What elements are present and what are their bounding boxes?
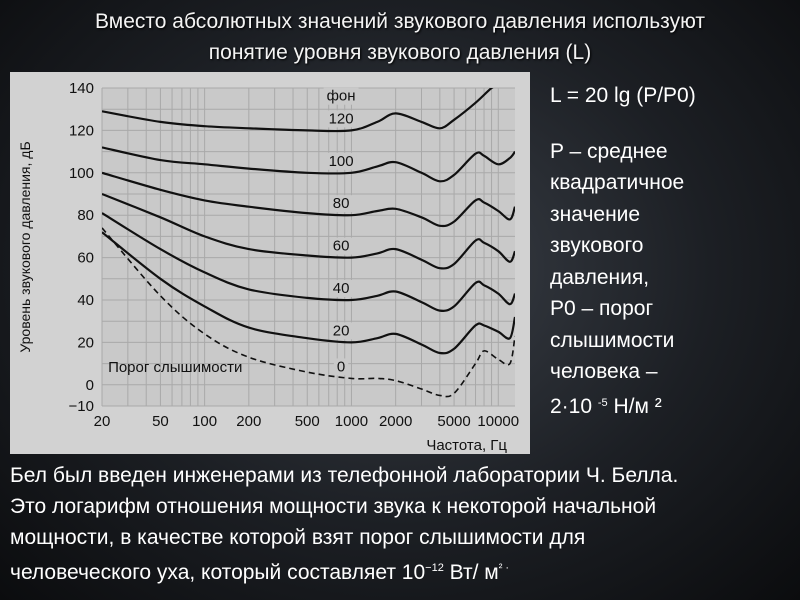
threshold-value bbox=[550, 388, 790, 423]
title-line-1: Вместо абсолютных значений звукового давления используют bbox=[95, 10, 705, 33]
threshold-value-unit: Н/м ² bbox=[607, 394, 662, 418]
threshold-label: Порог слышимости bbox=[108, 359, 243, 377]
curve-label: 0 bbox=[336, 358, 346, 376]
bel-explanation bbox=[10, 460, 800, 588]
x-tick-label: 500 bbox=[294, 413, 320, 430]
x-tick-label: 200 bbox=[236, 413, 262, 430]
x-tick-label: 5000 bbox=[437, 413, 471, 430]
definition-line: P0 – порог bbox=[550, 297, 654, 320]
definition-line: звукового bbox=[550, 234, 644, 257]
explanation-line-3: мощности, в качестве которой взят порог слышимости для bbox=[10, 526, 586, 549]
x-tick-label: 1000 bbox=[334, 413, 369, 430]
x-axis-label: Частота, Гц bbox=[426, 437, 507, 454]
y-tick-label: 40 bbox=[77, 292, 94, 309]
definition-line: слышимости bbox=[550, 328, 675, 352]
y-tick-label: 80 bbox=[77, 207, 94, 225]
threshold-value-base: 2·10 bbox=[550, 394, 593, 418]
y-tick-label: 100 bbox=[68, 164, 94, 182]
curve-label: 120 bbox=[328, 110, 354, 128]
x-tick-label: 20 bbox=[93, 413, 111, 430]
curve-label: 60 bbox=[332, 237, 350, 255]
definition-line: P – среднее bbox=[550, 139, 668, 163]
x-tick-label: 100 bbox=[192, 413, 218, 430]
power-unit-superscript: ² · bbox=[498, 562, 510, 574]
curve-label: 40 bbox=[332, 280, 350, 297]
legend-header: фон bbox=[326, 87, 356, 105]
x-tick-label: 10000 bbox=[477, 413, 520, 430]
curve-label: 20 bbox=[332, 322, 350, 340]
y-tick-label: 120 bbox=[68, 122, 94, 140]
formula: L = 20 lg (P/P0) bbox=[550, 84, 696, 107]
curve-label: 80 bbox=[332, 195, 350, 213]
y-tick-label: −10 bbox=[68, 398, 94, 415]
formula-panel bbox=[550, 80, 790, 422]
x-tick-label: 50 bbox=[152, 413, 169, 430]
y-tick-label: 20 bbox=[77, 334, 94, 352]
explanation-line-4-text: человеческого уха, который составляет 10 bbox=[10, 561, 426, 584]
curve-label: 100 bbox=[328, 152, 354, 170]
explanation-line-2: Это логарифм отношения мощности звука к некоторой начальной bbox=[10, 495, 657, 518]
power-unit: Вт/ м bbox=[443, 561, 499, 584]
definition-line: давления, bbox=[550, 265, 650, 289]
title-line-2: понятие уровня звукового давления (L) bbox=[208, 41, 592, 64]
explanation-line-4 bbox=[10, 553, 800, 588]
slide-title bbox=[0, 6, 800, 68]
definition-line: квадратичное bbox=[550, 171, 685, 194]
power-exponent: −12 bbox=[425, 562, 444, 574]
x-tick-label: 2000 bbox=[378, 413, 413, 430]
y-tick-label: 60 bbox=[77, 249, 94, 267]
explanation-line-1: Бел был введен инженерами из телефонной лаборатории Ч. Белла. bbox=[10, 464, 679, 487]
chart-svg bbox=[10, 72, 530, 454]
y-axis-label: Уровень звукового давления, дБ bbox=[17, 141, 33, 353]
y-tick-label: 140 bbox=[68, 80, 94, 97]
y-tick-label: 0 bbox=[85, 376, 94, 394]
definition-line: значение bbox=[550, 202, 641, 226]
equal-loudness-chart bbox=[10, 72, 530, 454]
threshold-value-exponent: -5 bbox=[597, 396, 608, 409]
definition-line: человека – bbox=[550, 360, 658, 383]
